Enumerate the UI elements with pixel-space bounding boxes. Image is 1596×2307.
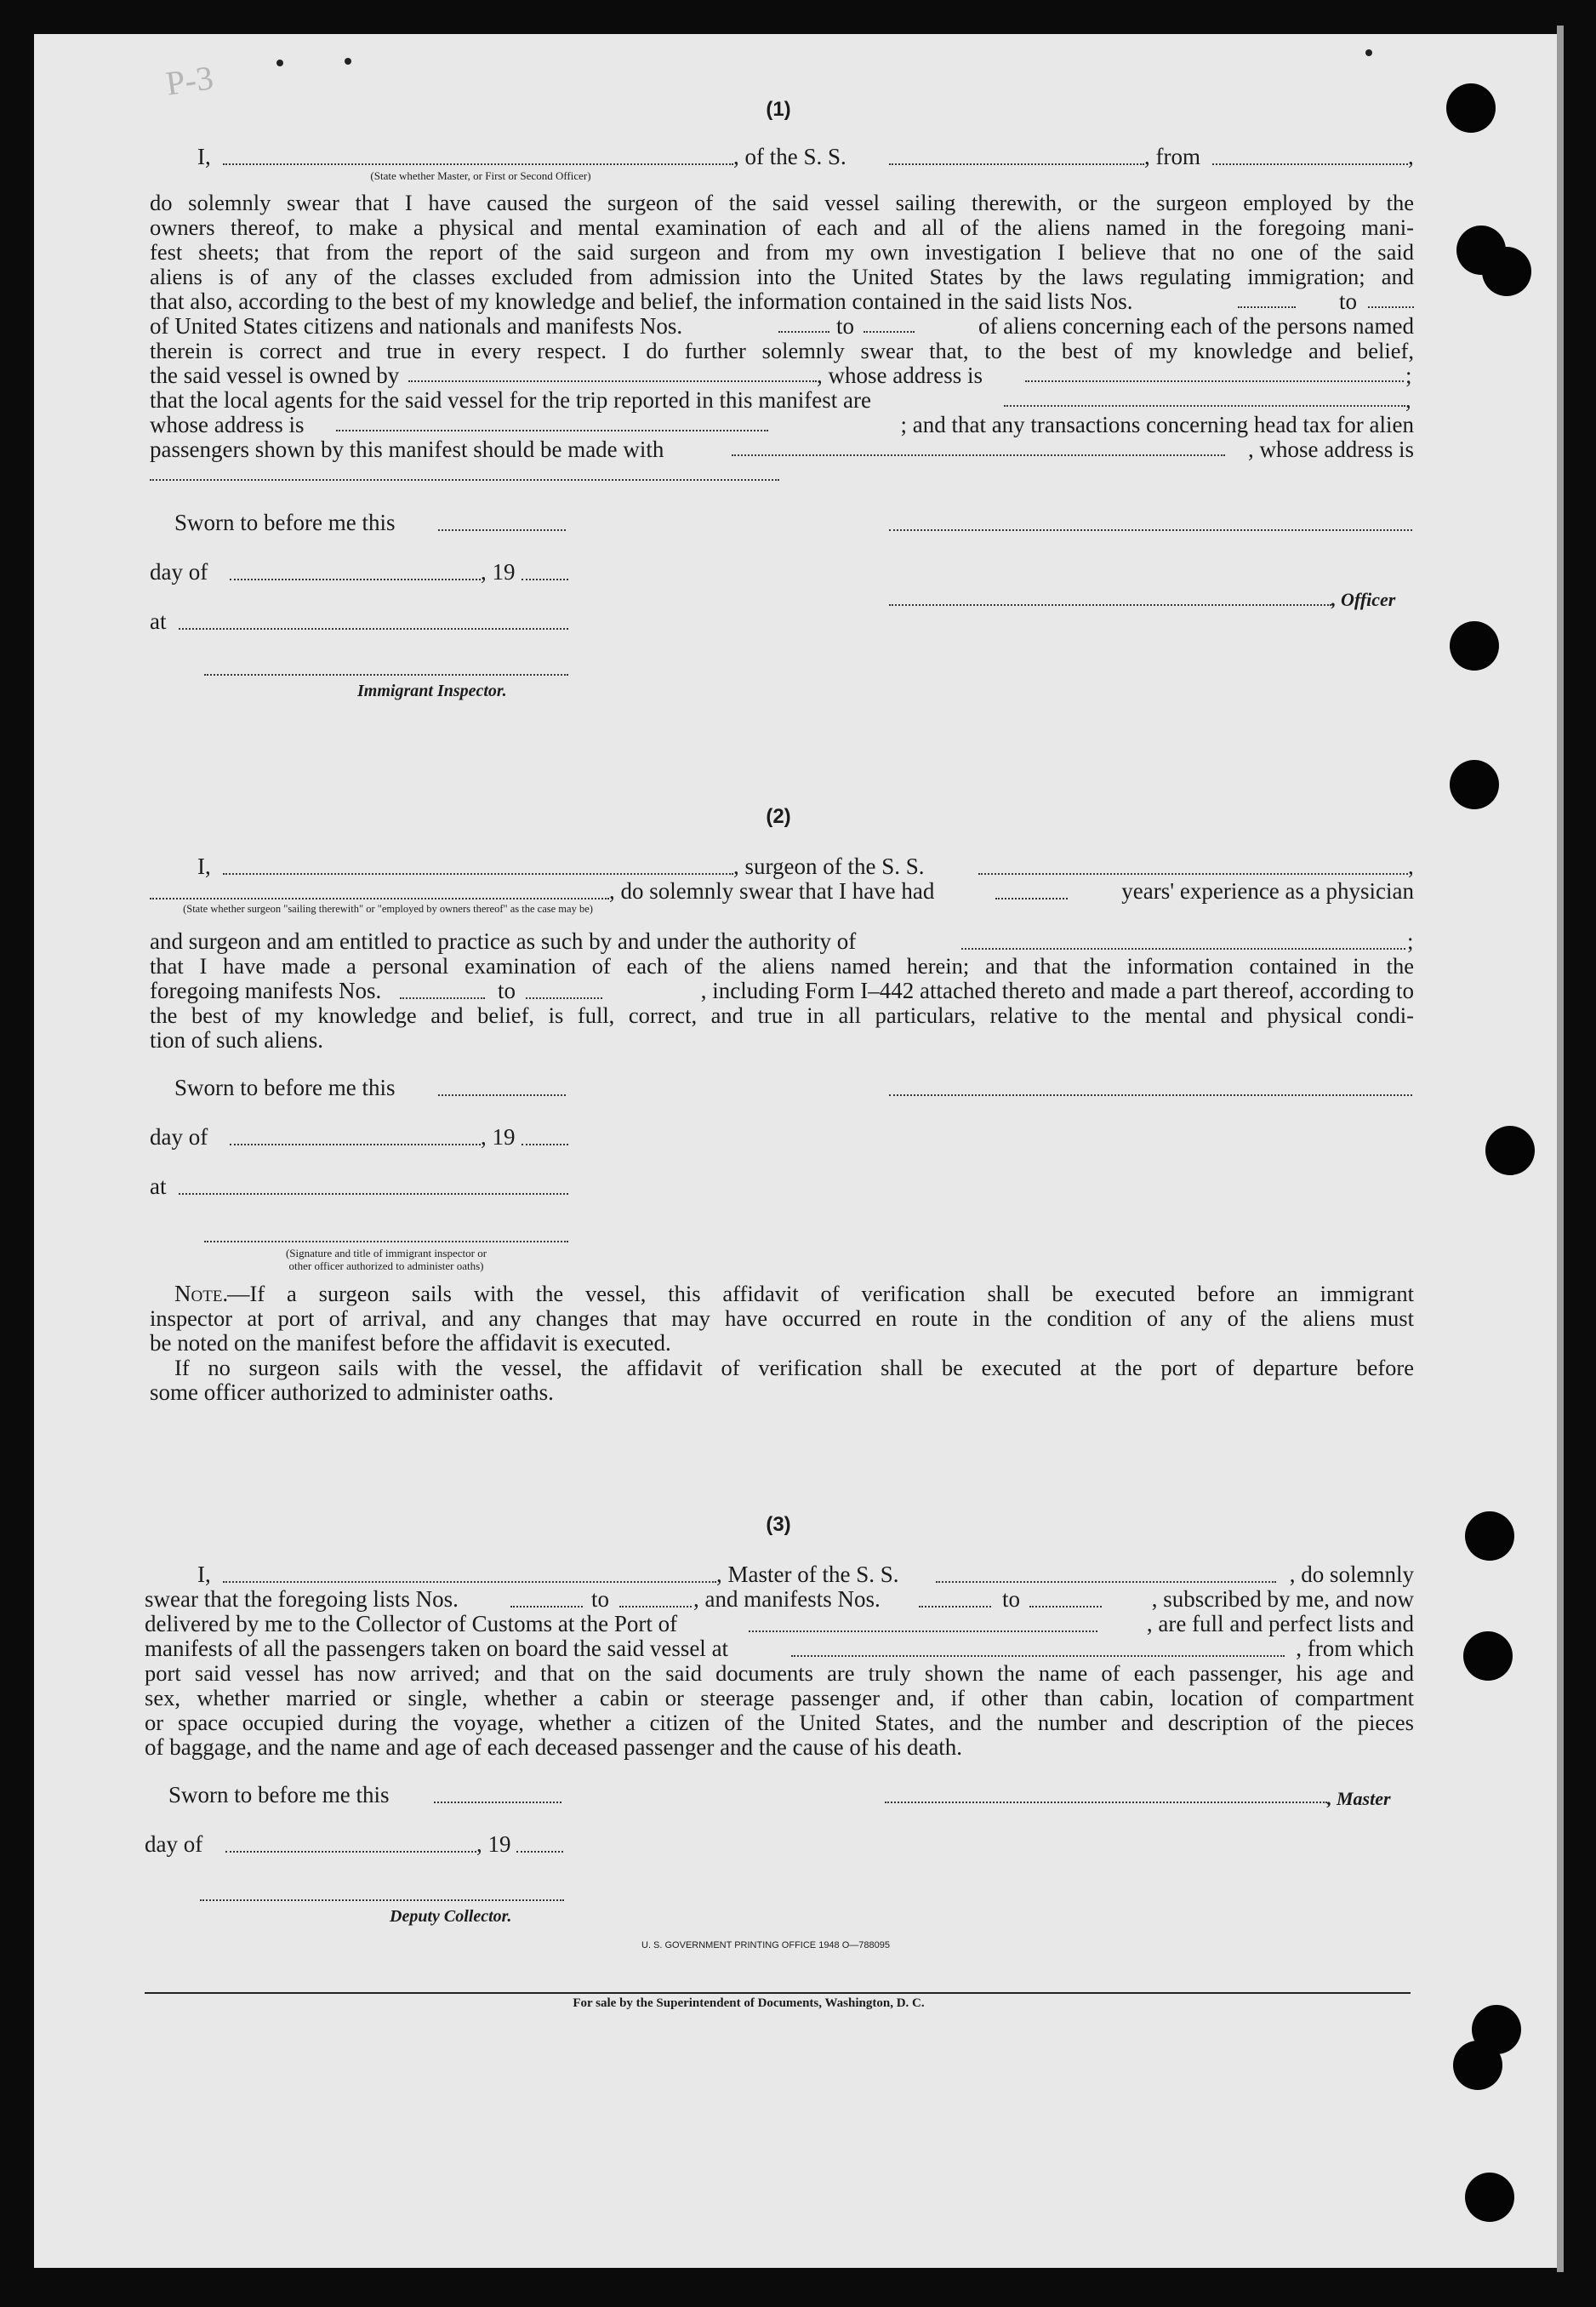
s2-line1-end: , bbox=[1408, 854, 1414, 879]
s3-month-field[interactable] bbox=[225, 1851, 476, 1853]
s2-year-label: , 19 bbox=[481, 1124, 516, 1150]
punch-hole bbox=[1465, 2173, 1514, 2222]
s2-manifests-to-field[interactable] bbox=[526, 997, 602, 999]
s1-text-line: the said vessel is owned by bbox=[150, 363, 400, 388]
punch-hole bbox=[1485, 1126, 1535, 1175]
s2-inspector-signature-field[interactable] bbox=[204, 1241, 568, 1242]
s1-day-of-label: day of bbox=[150, 559, 208, 585]
punch-hole bbox=[1446, 83, 1496, 133]
s1-text-line: passengers shown by this manifest should be made with bbox=[150, 437, 664, 462]
s3-line1-end: , do solemnly bbox=[1289, 1562, 1414, 1587]
s1-line8-mid: , whose address is bbox=[817, 363, 983, 388]
s3-port-field[interactable] bbox=[749, 1630, 1097, 1632]
s1-year-label: , 19 bbox=[481, 559, 516, 585]
s1-line10-end: ; and that any transactions concerning head tax for alien bbox=[900, 412, 1414, 437]
section-2-heading: (2) bbox=[766, 805, 791, 828]
s2-surgeon-name-field[interactable] bbox=[223, 873, 733, 875]
s2-text-line: tion of such aliens. bbox=[150, 1027, 323, 1053]
speck bbox=[345, 58, 351, 65]
s1-text-line: that the local agents for the said vessel for the trip reported in this manifest are bbox=[150, 387, 871, 413]
s2-year-field[interactable] bbox=[522, 1144, 568, 1145]
s1-text-line: of United States citizens and nationals and manifests Nos. bbox=[150, 313, 683, 339]
page-edge-shadow bbox=[1557, 26, 1564, 2272]
s3-day-of-label: day of bbox=[145, 1831, 203, 1857]
printing-office-line: U. S. GOVERNMENT PRINTING OFFICE 1948 O—788095 bbox=[641, 1940, 890, 1950]
s1-line11-end: , whose address is bbox=[1248, 437, 1414, 462]
s3-year-label: , 19 bbox=[476, 1831, 511, 1857]
s1-line1-mid1: , of the S. S. bbox=[733, 144, 846, 169]
s2-to-label: to bbox=[498, 978, 516, 1003]
s2-text-line: the best of my knowledge and belief, is full, correct, and true in all particulars, relative to the mental and physical condi- bbox=[150, 1002, 1414, 1028]
s3-line4-start: manifests of all the passengers taken on board the said vessel at bbox=[145, 1636, 729, 1661]
s1-owner-address-field[interactable] bbox=[1025, 380, 1404, 382]
s1-officer-label: , Officer bbox=[1331, 589, 1396, 610]
s2-note2-line: some officer authorized to administer oaths. bbox=[150, 1379, 554, 1405]
s1-lists-from-field[interactable] bbox=[1238, 306, 1296, 308]
s2-line3-start: and surgeon and am entitled to practice as such by and under the authority of bbox=[150, 928, 857, 954]
s1-officer-name-field[interactable] bbox=[223, 163, 733, 165]
s3-manifests-to-field[interactable] bbox=[1029, 1606, 1102, 1607]
s3-master-label: , Master bbox=[1327, 1788, 1391, 1809]
s1-text-line: owners thereof, to make a physical and mental examination of each and all of the aliens named in the foregoing mani- bbox=[150, 214, 1414, 240]
s1-officer-caption: (State whether Master, or First or Second Officer) bbox=[370, 169, 591, 182]
s2-month-field[interactable] bbox=[230, 1144, 481, 1145]
s2-note-line: be noted on the manifest before the affidavit is executed. bbox=[150, 1330, 671, 1356]
s3-line2-mid: , and manifests Nos. bbox=[693, 1586, 881, 1612]
s3-line1-prefix: I, bbox=[197, 1562, 211, 1587]
punch-hole bbox=[1453, 2041, 1502, 2090]
for-sale-line: For sale by the Superintendent of Documents, Washington, D. C. bbox=[573, 1996, 925, 2010]
s1-line1-end: , bbox=[1408, 144, 1414, 169]
s1-text-line: whose address is bbox=[150, 412, 305, 437]
s3-line2-end: , subscribed by me, and now bbox=[1151, 1586, 1414, 1612]
s2-day-of-label: day of bbox=[150, 1124, 208, 1150]
s1-from-port-field[interactable] bbox=[1212, 163, 1408, 165]
s1-agents-address-field[interactable] bbox=[336, 430, 768, 431]
s3-line3-start: delivered by me to the Collector of Customs at the Port of bbox=[145, 1611, 678, 1636]
s2-note-line: —If a surgeon sails with the vessel, this affidavit of verification shall be executed before an immigrant bbox=[227, 1281, 1414, 1306]
s3-collector-label: Deputy Collector. bbox=[390, 1907, 512, 1926]
s1-text-line: aliens is of any of the classes excluded from admission into the United States by the laws regulating immigration; and bbox=[150, 264, 1414, 289]
punch-hole bbox=[1450, 760, 1499, 809]
s3-line4-end: , from which bbox=[1296, 1636, 1414, 1661]
s1-head-tax-party-field[interactable] bbox=[732, 454, 1225, 456]
section-3-heading: (3) bbox=[766, 1513, 791, 1536]
s3-sworn-label: Sworn to before me this bbox=[168, 1782, 390, 1807]
s2-surgeon-signature-field[interactable] bbox=[889, 1094, 1412, 1096]
punch-hole bbox=[1465, 1511, 1514, 1561]
s2-line5-end: , including Form I–442 attached thereto and made a part thereof, according to bbox=[700, 978, 1414, 1003]
s1-manifests-to-field[interactable] bbox=[864, 331, 915, 333]
s2-line2-mid: , do solemnly swear that I have had bbox=[609, 878, 935, 904]
s2-line2-end: years' experience as a physician bbox=[1121, 878, 1414, 904]
s2-note2-line: If no surgeon sails with the vessel, the affidavit of verification shall be executed at the port of departure before bbox=[174, 1355, 1414, 1380]
s1-manifests-from-field[interactable] bbox=[778, 331, 829, 333]
s1-local-agents-field[interactable] bbox=[1004, 405, 1405, 407]
s1-line6-end: of aliens concerning each of the persons named bbox=[978, 313, 1414, 339]
s2-authority-field[interactable] bbox=[961, 948, 1405, 950]
punch-hole bbox=[1482, 247, 1531, 296]
s3-to-label: to bbox=[591, 1586, 610, 1612]
s3-collector-signature-field[interactable] bbox=[200, 1899, 564, 1901]
s1-lists-to-field[interactable] bbox=[1368, 306, 1414, 308]
s1-inspector-signature-field[interactable] bbox=[204, 674, 568, 676]
s2-sworn-day-field[interactable] bbox=[438, 1094, 566, 1096]
s2-years-field[interactable] bbox=[995, 898, 1068, 899]
s3-master-name-field[interactable] bbox=[223, 1581, 716, 1583]
s3-text-line: of baggage, and the name and age of each deceased passenger and the cause of his death. bbox=[145, 1734, 963, 1760]
s2-surgeon-status-field[interactable] bbox=[150, 898, 609, 899]
s1-vessel-name-field[interactable] bbox=[889, 163, 1144, 165]
speck bbox=[276, 60, 283, 66]
s1-head-tax-address-field[interactable] bbox=[150, 479, 779, 481]
s1-text-line: that also, according to the best of my knowledge and belief, the information contained in the said lists Nos. bbox=[150, 288, 1133, 314]
s1-text-line: therein is correct and true in every respect. I do further solemnly swear that, to the best of my knowledge and belief, bbox=[150, 338, 1414, 363]
s3-lists-to-field[interactable] bbox=[619, 1606, 692, 1607]
s2-sworn-label: Sworn to before me this bbox=[174, 1075, 396, 1100]
s1-line1-prefix: I, bbox=[197, 144, 211, 169]
s1-text-line: do solemnly swear that I have caused the surgeon of the said vessel sailing therewith, or the surgeon employed by the bbox=[150, 190, 1414, 215]
s1-officer-signature-field[interactable] bbox=[889, 604, 1331, 606]
s2-note-line: inspector at port of arrival, and any changes that may have occurred en route in the condition of any of the aliens must bbox=[150, 1305, 1414, 1331]
s1-text-line: fest sheets; that from the report of the said surgeon and from my own investigation I believe that no one of the said bbox=[150, 239, 1414, 265]
s3-boarding-port-field[interactable] bbox=[791, 1655, 1285, 1657]
s2-at-place-field[interactable] bbox=[179, 1193, 568, 1195]
s1-year-field[interactable] bbox=[522, 579, 568, 580]
s2-note-label: Note. bbox=[174, 1281, 229, 1306]
s1-line1-mid2: , from bbox=[1144, 144, 1200, 169]
punch-hole bbox=[1450, 621, 1499, 671]
s2-signature-caption: other officer authorized to administer oaths) bbox=[288, 1259, 484, 1272]
s2-manifests-from-field[interactable] bbox=[400, 997, 485, 999]
s3-sworn-day-field[interactable] bbox=[434, 1802, 561, 1803]
s1-to-label: to bbox=[1339, 288, 1358, 314]
s2-line3-end: ; bbox=[1407, 928, 1414, 954]
s1-sworn-day-field[interactable] bbox=[438, 529, 566, 531]
s3-text-line: or space occupied during the voyage, whether a citizen of the United States, and the number and description of the pieces bbox=[145, 1710, 1414, 1735]
s3-line3-end: , are full and perfect lists and bbox=[1146, 1611, 1414, 1636]
s3-text-line: port said vessel has now arrived; and that on the said documents are truly shown the name of each passenger, his age and bbox=[145, 1660, 1414, 1686]
s2-line5-start: foregoing manifests Nos. bbox=[150, 978, 382, 1003]
s2-signature-caption: (Signature and title of immigrant inspector or bbox=[285, 1247, 487, 1259]
s1-at-label: at bbox=[150, 608, 167, 634]
section-1-heading: (1) bbox=[766, 98, 791, 121]
s3-text-line: sex, whether married or single, whether a cabin or steerage passenger and, if other than cabin, location of compartment bbox=[145, 1685, 1414, 1710]
s2-vessel-name-field[interactable] bbox=[978, 873, 1408, 875]
s3-year-field[interactable] bbox=[516, 1851, 563, 1853]
s3-vessel-name-field[interactable] bbox=[936, 1581, 1276, 1583]
s2-line1-mid: , surgeon of the S. S. bbox=[733, 854, 925, 879]
s2-surgeon-caption: (State whether surgeon "sailing therewith" or "employed by owners thereof" as the case may be) bbox=[183, 903, 593, 915]
s2-line1-prefix: I, bbox=[197, 854, 211, 879]
s1-owner-field[interactable] bbox=[408, 380, 817, 382]
s2-at-label: at bbox=[150, 1173, 167, 1199]
punch-hole bbox=[1463, 1631, 1513, 1681]
s3-to-label: to bbox=[1002, 1586, 1021, 1612]
s1-line8-end: ; bbox=[1405, 363, 1412, 388]
s1-line9-end: , bbox=[1405, 387, 1411, 413]
margin-mark: P-3 bbox=[163, 58, 216, 103]
s3-line2-start: swear that the foregoing lists Nos. bbox=[145, 1586, 459, 1612]
s3-lists-from-field[interactable] bbox=[510, 1606, 583, 1607]
footer-rule bbox=[145, 1992, 1411, 1994]
s3-manifests-from-field[interactable] bbox=[919, 1606, 991, 1607]
s1-officer-signature-top-field[interactable] bbox=[889, 529, 1412, 531]
s2-text-line: that I have made a personal examination of each of the aliens named herein; and that the information contained in the bbox=[150, 953, 1414, 979]
s1-at-place-field[interactable] bbox=[179, 628, 568, 630]
speck bbox=[1365, 49, 1372, 56]
s3-master-signature-field[interactable] bbox=[885, 1802, 1327, 1803]
s1-month-field[interactable] bbox=[230, 579, 481, 580]
s1-to-label: to bbox=[836, 313, 855, 339]
s3-line1-mid: , Master of the S. S. bbox=[716, 1562, 899, 1587]
s1-sworn-label: Sworn to before me this bbox=[174, 510, 396, 535]
s1-inspector-label: Immigrant Inspector. bbox=[357, 682, 507, 700]
